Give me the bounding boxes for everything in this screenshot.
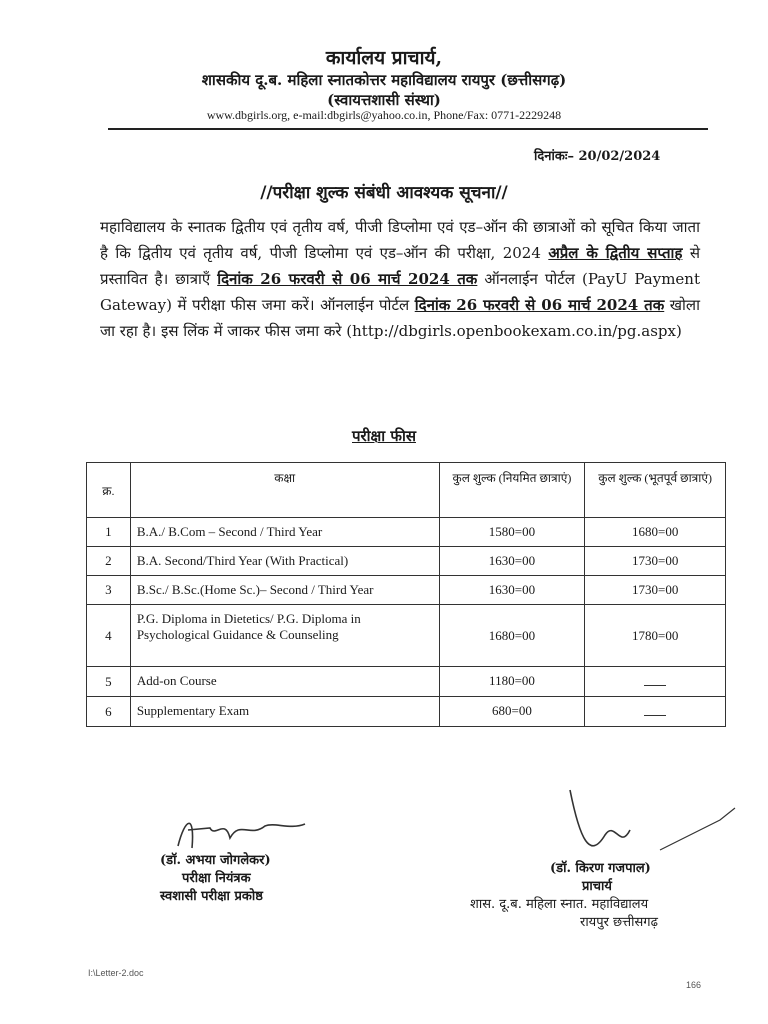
table-row: [87, 547, 726, 576]
row-sno: 5: [87, 667, 131, 697]
table-row: [87, 576, 726, 605]
body-bold-1: अप्रैल के द्वितीय सप्ताह: [548, 244, 683, 262]
row-regular-fee: 1630=00: [439, 576, 585, 605]
row-ex-fee-dash: [585, 667, 726, 697]
notice-body: [100, 214, 700, 344]
right-signature-block: [470, 860, 658, 932]
row-sno: 1: [87, 518, 131, 547]
fee-heading: परीक्षा फीस: [352, 427, 416, 445]
row-regular-fee: 1180=00: [439, 667, 585, 697]
header-sno: क्र.: [87, 463, 131, 518]
header-ex-fee: कुल शुल्क (भूतपूर्व छात्राएं): [585, 463, 726, 518]
body-text-2: से प्रस्तावित है। छात्राएँ: [100, 244, 700, 288]
row-regular-fee: 1630=00: [439, 547, 585, 576]
row-sno: 2: [87, 547, 131, 576]
page-number: 166: [686, 980, 702, 990]
table-row: [87, 697, 726, 727]
row-class: B.A. Second/Third Year (With Practical): [130, 547, 439, 576]
body-bold-2: दिनांक 26 फरवरी से 06 मार्च 2024 तक: [217, 270, 478, 288]
row-sno: 4: [87, 605, 131, 667]
table-row: [87, 667, 726, 697]
controller-dept: स्वशासी परीक्षा प्रकोष्ठ: [160, 889, 263, 904]
row-ex-fee: 1780=00: [585, 605, 726, 667]
not-applicable-dash: [644, 685, 666, 686]
notice-title: //परीक्षा शुल्क संबंधी आवश्यक सूचना//: [260, 183, 508, 203]
row-class: Add-on Course: [130, 667, 439, 697]
row-regular-fee: 680=00: [439, 697, 585, 727]
principal-signature: [560, 780, 740, 870]
header-class: कक्षा: [130, 463, 439, 518]
header-regular-fee: कुल शुल्क (नियमित छात्राएं): [439, 463, 585, 518]
row-class: B.Sc./ B.Sc.(Home Sc.)– Second / Third Year: [130, 576, 439, 605]
body-text-3: ऑनलाईन पोर्टल (PayU Payment Gateway) में परीक्षा फीस जमा करें। ऑनलाईन पोर्टल: [100, 270, 700, 314]
row-sno: 3: [87, 576, 131, 605]
contact-line: www.dbgirls.org, e-mail:dbgirls@yahoo.co.in, Phone/Fax: 0771-2229248: [206, 108, 562, 122]
row-class: P.G. Diploma in Dietetics/ P.G. Diploma in Psychological Guidance & Counseling: [130, 605, 439, 667]
principal-city: रायपुर छत्तीसगढ़: [580, 915, 658, 930]
row-ex-fee: 1680=00: [585, 518, 726, 547]
body-text-4: खोला जा रहा है। इस लिंक में जाकर फीस जमा करे (http://dbgirls.openbookexam.co.in/pg.aspx): [100, 296, 700, 340]
college-status: (स्वायत्तशासी संस्था): [327, 91, 441, 109]
row-ex-fee-dash: [585, 697, 726, 727]
body-text-1: महाविद्यालय के स्नातक द्वितीय एवं तृतीय वर्ष, पीजी डिप्लोमा एवं एड–ऑन की छात्राओं को सूचित किया जाता है कि द्वितीय एवं तृतीय वर्ष, पीजी डिप्लोमा एवं एड–ऑन की परीक्षा, 2024: [100, 218, 700, 262]
principal-role: प्राचार्य: [582, 879, 612, 894]
table-row: [87, 605, 726, 667]
principal-name: (डॉ. किरण गजपाल): [550, 861, 651, 876]
controller-name: (डॉ. अभया जोगलेकर): [160, 853, 271, 868]
office-heading: कार्यालय प्राचार्य,: [325, 47, 443, 69]
table-row: [87, 518, 726, 547]
row-class: B.A./ B.Com – Second / Third Year: [130, 518, 439, 547]
fee-table: [86, 462, 726, 727]
row-regular-fee: 1580=00: [439, 518, 585, 547]
row-ex-fee: 1730=00: [585, 547, 726, 576]
principal-college: शास. दू.ब. महिला स्नात. महाविद्यालय: [470, 897, 649, 912]
notice-date: दिनांकः– 20/02/2024: [534, 149, 661, 164]
left-signature-block: [160, 852, 271, 906]
row-regular-fee: 1680=00: [439, 605, 585, 667]
row-ex-fee: 1730=00: [585, 576, 726, 605]
file-path: I:\Letter-2.doc: [88, 968, 144, 978]
table-header-row: [87, 463, 726, 518]
controller-signature: [170, 808, 310, 858]
college-name: शासकीय दू.ब. महिला स्नातकोत्तर महाविद्यालय रायपुर (छत्तीसगढ़): [201, 71, 567, 89]
body-bold-3: दिनांक 26 फरवरी से 06 मार्च 2024 तक: [414, 296, 665, 314]
row-class: Supplementary Exam: [130, 697, 439, 727]
row-sno: 6: [87, 697, 131, 727]
controller-role: परीक्षा नियंत्रक: [182, 871, 251, 886]
header-divider: [108, 128, 708, 130]
not-applicable-dash: [644, 715, 666, 716]
